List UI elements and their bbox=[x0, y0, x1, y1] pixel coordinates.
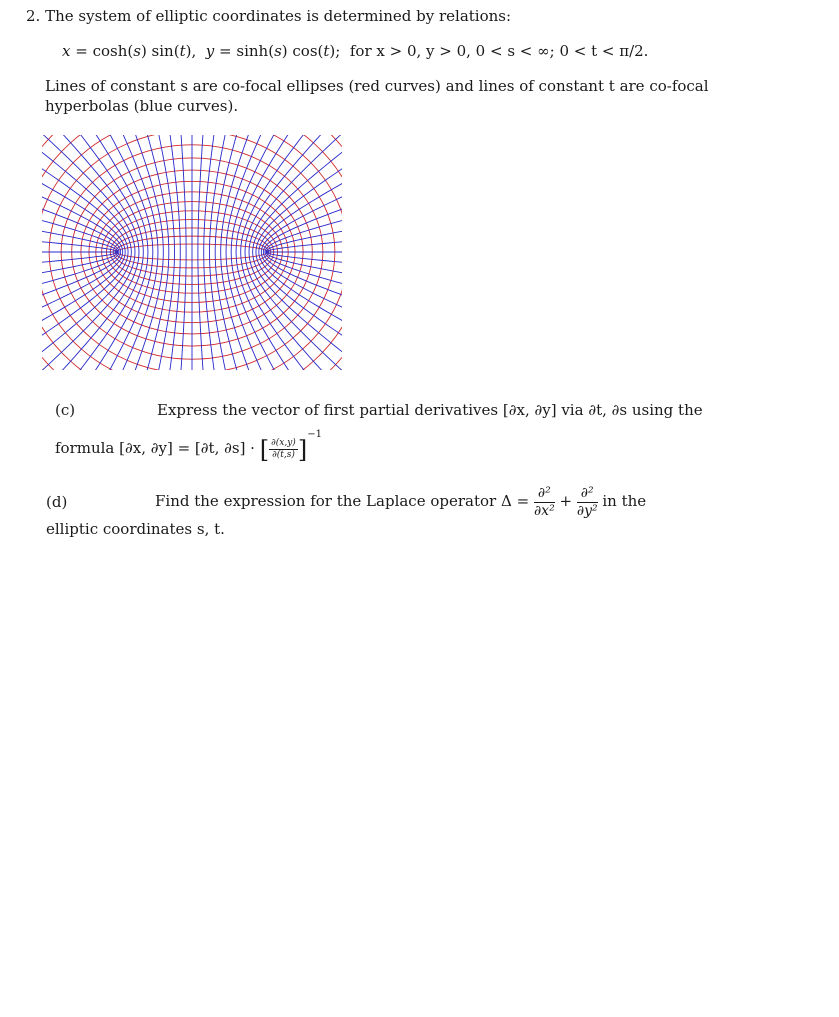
plus-sign: + bbox=[559, 492, 573, 510]
jacobian-numerator: ∂(x,y) bbox=[271, 438, 296, 449]
laplace-term-y bbox=[577, 485, 598, 518]
hyperbola-curve bbox=[231, 135, 342, 370]
eq-y-lhs: y bbox=[205, 42, 215, 60]
problem-statement bbox=[26, 6, 511, 26]
left-bracket: [ bbox=[259, 436, 270, 464]
hyperbola-curve bbox=[42, 135, 139, 370]
right-bracket: ] bbox=[297, 436, 308, 464]
eq-x-lhs: x bbox=[62, 42, 71, 60]
coordinate-equations bbox=[62, 41, 648, 61]
part-c-formula: formula [∂x, ∂y] = [∂t, ∂s] · bbox=[55, 439, 255, 457]
part-c-line1: Express the vector of first partial derivatives [∂x, ∂y] via ∂t, ∂s using the bbox=[157, 401, 703, 419]
laplace-x-numerator: ∂² bbox=[534, 485, 555, 502]
description-line-1: Lines of constant s are co-focal ellipses (red curves) and lines of constant t are co-focal bbox=[45, 77, 709, 95]
hyperbola-curve bbox=[226, 135, 342, 370]
part-d-label: (d) bbox=[46, 493, 68, 511]
inverse-exponent: −1 bbox=[307, 429, 322, 440]
laplace-x-denominator: ∂x² bbox=[533, 502, 555, 519]
problem-intro: The system of elliptic coordinates is determined by relations: bbox=[45, 7, 512, 25]
hyperbola-curve bbox=[42, 135, 125, 370]
description-line-2: hyperbolas (blue curves). bbox=[45, 97, 239, 115]
part-d-text: Find the expression for the Laplace operator Δ = bbox=[155, 492, 530, 510]
eq-conditions: for x > 0, y > 0, 0 < s < ∞; 0 < t < π/2. bbox=[349, 42, 649, 60]
hyperbola-curve bbox=[42, 135, 163, 370]
elliptic-coordinates-figure bbox=[42, 135, 342, 370]
laplace-y-denominator: ∂y² bbox=[576, 502, 598, 519]
laplace-term-x bbox=[534, 485, 555, 518]
eq-x-rhs: = cosh(s) sin(t), bbox=[75, 42, 197, 60]
part-c-line2 bbox=[55, 425, 322, 464]
part-d-suffix: in the bbox=[602, 492, 647, 510]
hyperbola-curve bbox=[259, 135, 342, 370]
hyperbola-curve bbox=[221, 135, 342, 370]
part-d-line1 bbox=[155, 481, 646, 521]
jacobian-denominator: ∂(t,s) bbox=[272, 449, 295, 460]
hyperbola-curve bbox=[42, 135, 158, 370]
hyperbola-curve bbox=[42, 135, 153, 370]
problem-number: 2. bbox=[26, 7, 41, 25]
jacobian-fraction bbox=[269, 438, 298, 460]
laplace-y-numerator: ∂² bbox=[577, 485, 598, 502]
hyperbola-curve bbox=[245, 135, 342, 370]
eq-y-rhs: = sinh(s) cos(t); bbox=[219, 42, 341, 60]
part-d-line2: elliptic coordinates s, t. bbox=[46, 520, 225, 538]
part-c-label: (c) bbox=[55, 401, 76, 419]
